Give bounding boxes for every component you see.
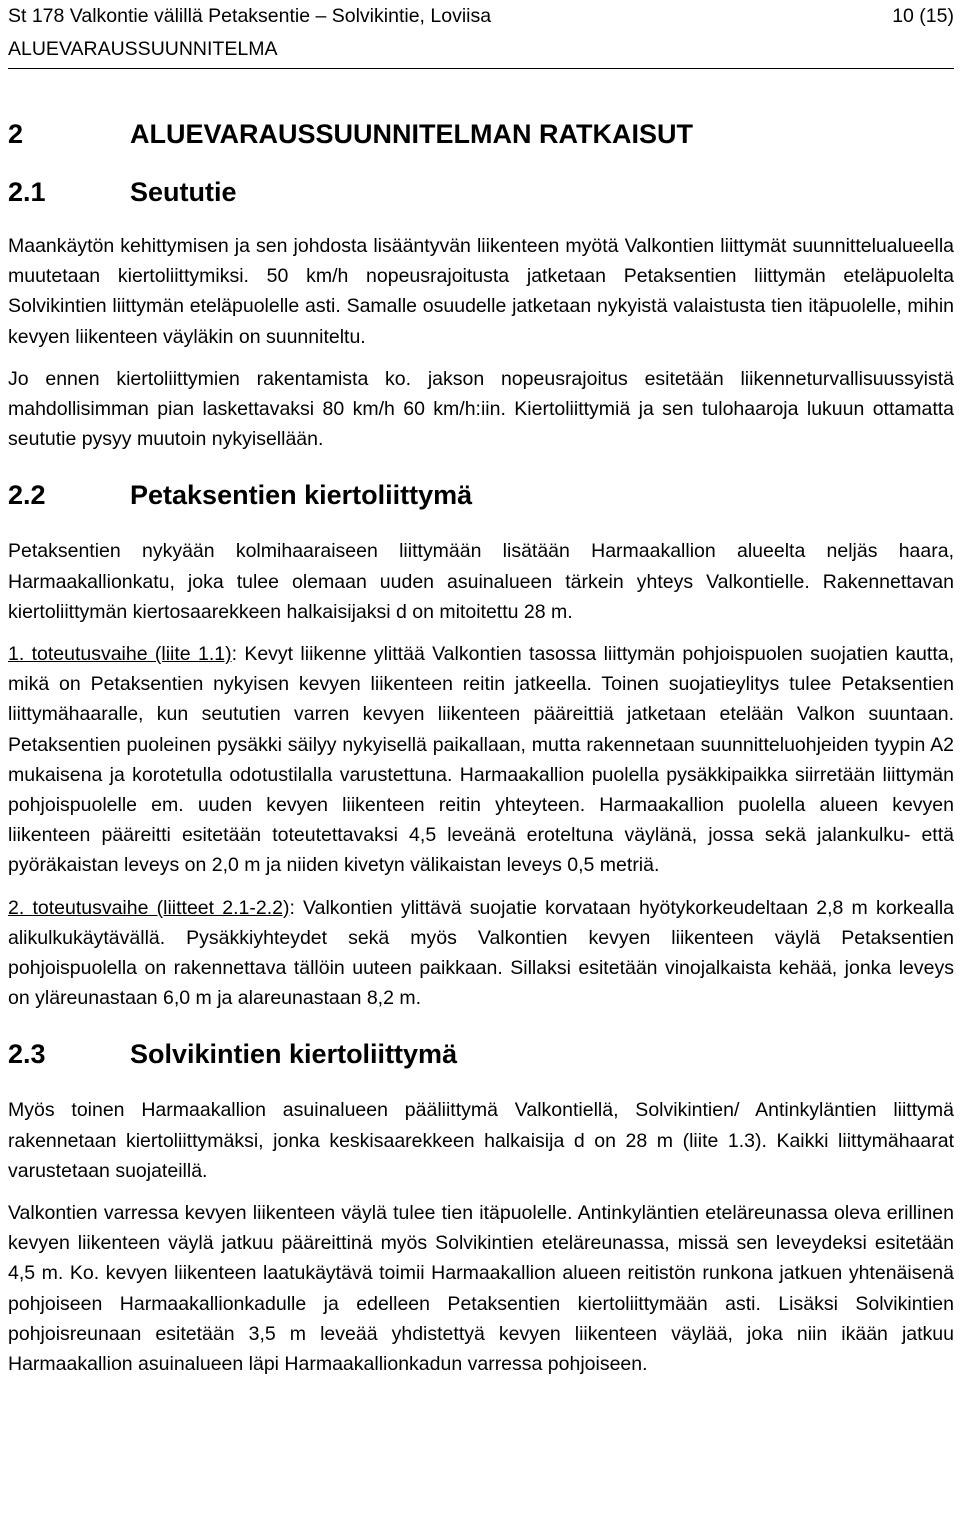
phase-1-link[interactable]: 1. toteutusvaihe (liite 1.1) xyxy=(8,643,232,666)
section-title: Petaksentien kiertoliittymä xyxy=(130,480,473,511)
page-number: 10 (15) xyxy=(892,5,954,27)
paragraph: Myös toinen Harmaakallion asuinalueen pääliittymä Valkontiellä, Solvikintien/ Antinkyläntien liittymä rakennetaan kiertoliittymäksi, jonka keskisaarekkeen halkaisija d on 28 m (liite 1.3). Kaikki liittymähaarat varustetaan suojateillä. xyxy=(8,1099,954,1182)
section-2-1-heading xyxy=(8,175,954,209)
section-number: 2.3 xyxy=(8,1039,46,1070)
section-2-3-heading xyxy=(8,1037,954,1071)
phase-2-link[interactable]: 2. toteutusvaihe (liitteet 2.1-2.2) xyxy=(8,896,290,919)
paragraph: Maankäytön kehittymisen ja sen johdosta lisääntyvän liikenteen myötä Valkontien liittymät suunnittelualueella muutetaan kiertoliittymiksi. 50 km/h nopeusrajoitusta jatketaan Petaksentien liittymän eteläpuolelta Solvikintien liittymän eteläpuolelle asti. Samalle osuudelle jatketaan nykyistä valaistusta tien itäpuolelle, mihin kevyen liikenteen väyläkin on suunniteltu. xyxy=(8,235,954,348)
section-title: ALUEVARAUSSUUNNITELMAN RATKAISUT xyxy=(130,119,693,149)
document-title: St 178 Valkontie välillä Petaksentie – Solvikintie, Loviisa xyxy=(8,5,492,27)
section-title: Solvikintien kiertoliittymä xyxy=(130,1039,458,1070)
paragraph: Valkontien varressa kevyen liikenteen väylä tulee tien itäpuolelle. Antinkyläntien eteläreunassa oleva erillinen kevyen liikenteen väylä jatkuu pääreittinä myös Solvikintien eteläreunassa, missä sen leveydeksi esitetään 4,5 m. Ko. kevyen liikenteen laatukäytävä toimii Harmaakallion alueen reitistön runkona jatkuen yhtenäisenä pohjoiseen Harmaakallionkadulle ja edelleen Petaksentien kiertoliittymään asti. Lisäksi Solvikintien pohjoisreunaan esitetään 3,5 m leveää yhdistettyä kevyen liikenteen väylää, joka niin ikään jatkuu Harmaakallion asuinalueen läpi Harmaakallionkadun varressa pohjoiseen. xyxy=(8,1202,954,1376)
section-2-2-heading xyxy=(8,478,954,512)
paragraph: Jo ennen kiertoliittymien rakentamista ko. jakson nopeusrajoitus esitetään liikenneturvallisuussyistä mahdollisimman pian laskettavaksi 80 km/h 60 km/h:iin. Kiertoliittymiä ja sen tulohaaroja lukuun ottamatta seututie pysyy muutoin nykyisellään. xyxy=(8,367,954,451)
section-2-heading xyxy=(8,117,954,151)
paragraph xyxy=(8,639,954,881)
section-number: 2 xyxy=(8,119,24,149)
document-subtitle: ALUEVARAUSSUUNNITELMA xyxy=(8,38,278,60)
section-number: 2.2 xyxy=(8,480,46,511)
paragraph: Petaksentien nykyään kolmihaaraiseen liittymään lisätään Harmaakallion alueelta neljäs haara, Harmaakallionkatu, joka tulee olemaan uuden asuinalueen tärkein yhteys Valkontielle. Rakennettavan kiertoliittymän kiertosaarekkeen halkaisijaksi d on mitoitettu 28 m. xyxy=(8,540,954,623)
paragraph xyxy=(8,893,954,1014)
paragraph-text: : Valkontien ylittävä suojatie korvataan hyötykorkeudeltaan 2,8 m korkealla alikulkukäytävällä. Pysäkkiyhteydet sekä myös Valkontien kevyen liikenteen väylä Petaksentien pohjoispuolella on rakennettava tällöin uuteen paikkaan. Sillaksi esitetään vinojalkaista kehää, jonka leveys on yläreunastaan 6,0 m ja alareunastaan 8,2 m. xyxy=(8,896,954,1010)
section-number: 2.1 xyxy=(8,177,46,207)
paragraph-text: : Kevyt liikenne ylittää Valkontien tasossa liittymän pohjoispuolen suojatien kautta, mikä on Petaksentien nykyisen kevyen liikenteen reitin jatkeella. Toinen suojatieylitys tulee Petaksentien liittymähaaralle, kun seututien varren kevyen liikenteen pääreittiä jatketaan etelään Valkon suuntaan. Petaksentien puoleinen pysäkki säilyy nykyisellä paikallaan, mutta rakennetaan suunnitteluohjeiden tyypin A2 mukaisena ja korotetulla odotustilalla varustettuna. Harmaakallion puolella pysäkkipaikka siirretään liittymän pohjoispuolelle em. uuden kevyen liikenteen reitin yhteyteen. Harmaakallion puolella alueen kevyen liikenteen pääreitti esitetään toteutettavaksi 4,5 leveänä eroteltuna väylänä, jossa sekä jalankulku- että pyöräkaistan leveys on 2,0 m ja niiden kivetyn välikaistan leveys 0,5 metriä. xyxy=(8,643,954,877)
section-title: Seututie xyxy=(130,177,237,207)
header-rule xyxy=(8,68,954,69)
document-page xyxy=(8,0,954,1379)
page-header xyxy=(8,0,954,66)
